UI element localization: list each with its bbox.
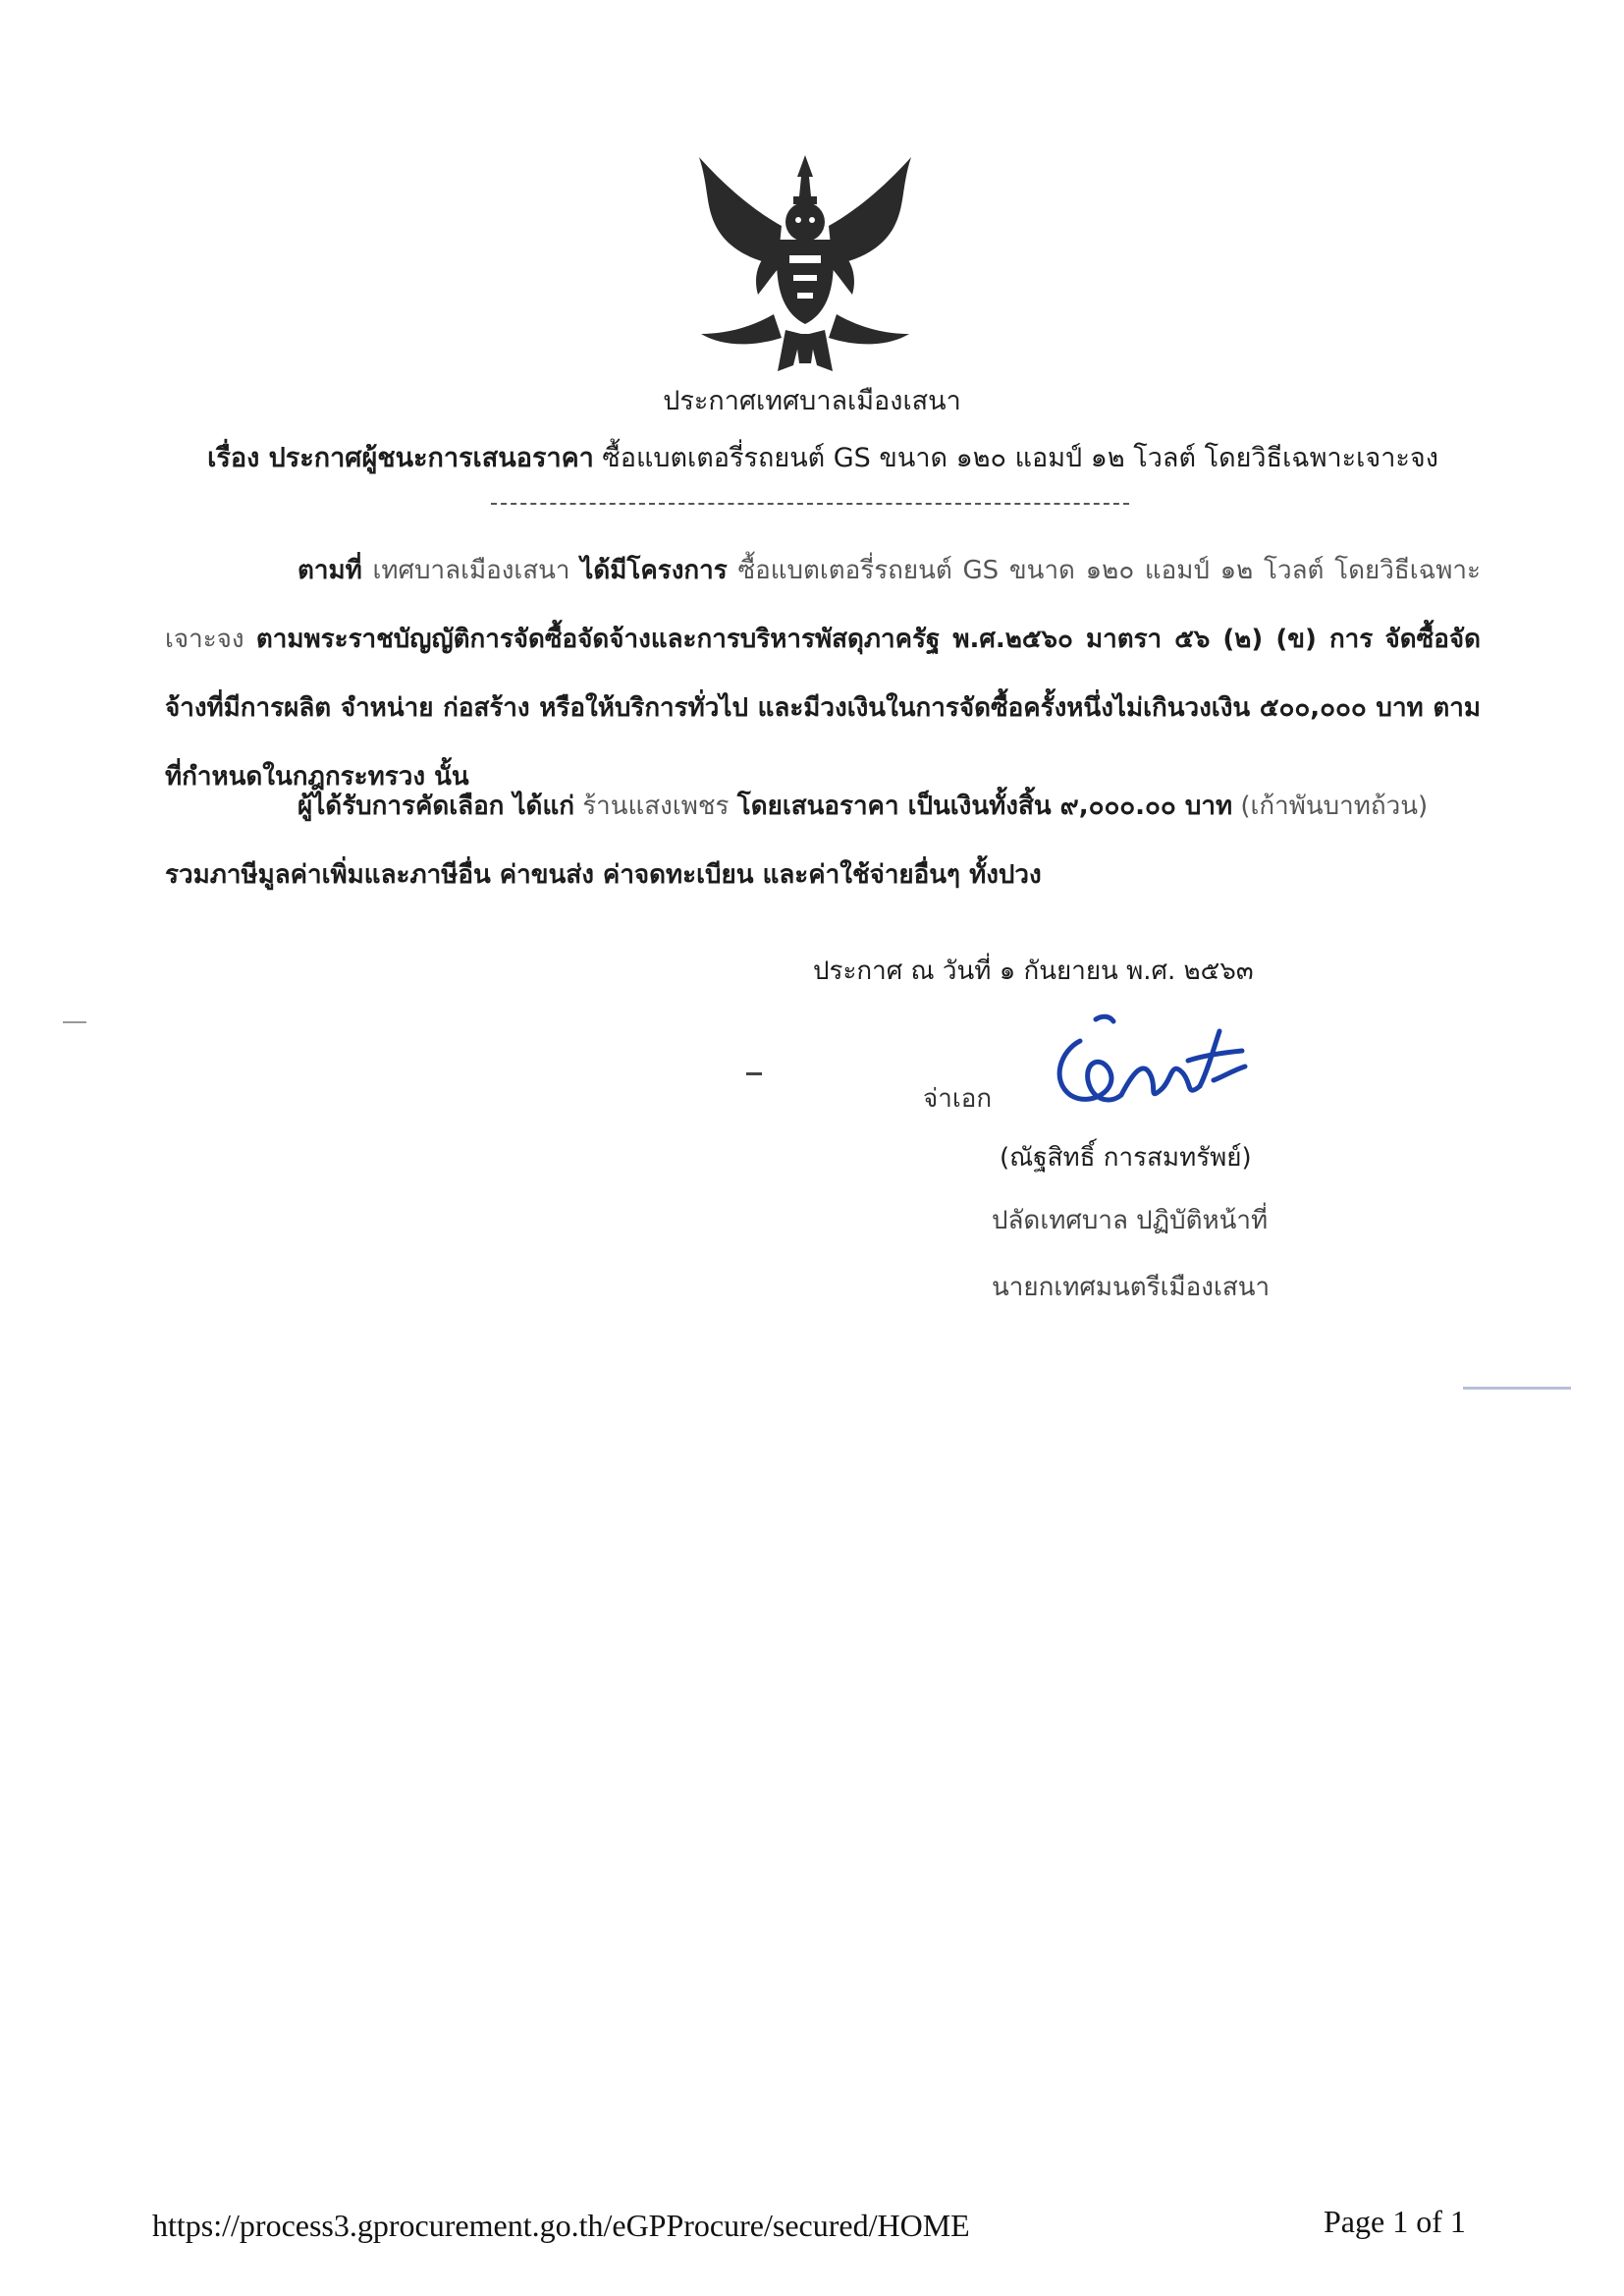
p2-price: โดยเสนอราคา เป็นเงินทั้งสิ้น ๙,๐๐๐.๐๐ บาท <box>736 792 1233 821</box>
paragraph-project <box>165 536 1481 811</box>
p1-purpose: จัดซื้อจัดจ้างที่มีการผลิต จำหน่าย ก่อสร้าง หรือให้บริการทั่วไป และมีวงเงินในการจัดซื้อครั้งหนึ่งไม่เกินวงเงิน ๕๐๐,๐๐๐ บาท ตามที่กำหนดในกฎกระทรวง นั้น <box>165 625 1482 792</box>
garuda-emblem-icon <box>687 137 923 383</box>
signer-position-1: ปลัดเทศบาล ปฏิบัติหน้าที่ <box>992 1206 1269 1235</box>
signer-position-2: นายกเทศมนตรีเมืองเสนา <box>992 1273 1271 1302</box>
p1-lead: ตามที่ <box>298 556 362 585</box>
p2-vendor: ร้านแสงเพชร <box>582 792 730 821</box>
footer-url: https://process3.gprocurement.go.th/eGPProcure/secured/HOME <box>152 2208 970 2243</box>
p1-org: เทศบาลเมืองเสนา <box>372 556 570 585</box>
divider-rule <box>491 503 1129 505</box>
p2-words: (เก้าพันบาทถ้วน) <box>1240 792 1429 821</box>
organization-title: ประกาศเทศบาลเมืองเสนา <box>663 386 961 416</box>
footer-page-number: Page 1 of 1 <box>1324 2204 1466 2239</box>
announcement-date: ประกาศ ณ วันที่ ๑ กันยายน พ.ศ. ๒๕๖๓ <box>813 957 1254 986</box>
p2-lead: ผู้ได้รับการคัดเลือก ได้แก่ <box>298 792 574 821</box>
subject-label: เรื่อง ประกาศผู้ชนะการเสนอราคา <box>207 443 594 473</box>
signer-name: (ณัฐสิทธิ์ การสมทรัพย์) <box>1000 1143 1252 1173</box>
p1-project: ซื้อแบตเตอรี่รถยนต์ GS ขนาด ๑๒๐ แอมป์ ๑๒ โวลต์ โดยวิธีเฉพาะเจาะจง <box>165 556 1481 654</box>
signer-rank: จ่าเอก <box>923 1084 993 1114</box>
handwritten-signature <box>1041 1002 1257 1120</box>
subject-text: ซื้อแบตเตอรี่รถยนต์ GS ขนาด ๑๒๐ แอมป์ ๑๒ โวลต์ โดยวิธีเฉพาะเจาะจง <box>602 443 1438 473</box>
p1-has-project: ได้มีโครงการ <box>580 556 728 585</box>
scan-speck <box>1463 1387 1571 1390</box>
scan-speck <box>746 1072 762 1075</box>
p2-rest: รวมภาษีมูลค่าเพิ่มและภาษีอื่น ค่าขนส่ง ค่าจดทะเบียน และค่าใช้จ่ายอื่นๆ ทั้งปวง <box>165 860 1042 890</box>
paragraph-winner <box>165 772 1481 909</box>
scan-speck <box>63 1021 86 1023</box>
subject-line <box>165 436 1481 478</box>
p1-law: ตามพระราชบัญญัติการจัดซื้อจัดจ้างและการบริหารพัสดุภาครัฐ พ.ศ.๒๕๖๐ มาตรา ๕๖ (๒) (ข) การ <box>255 625 1374 654</box>
